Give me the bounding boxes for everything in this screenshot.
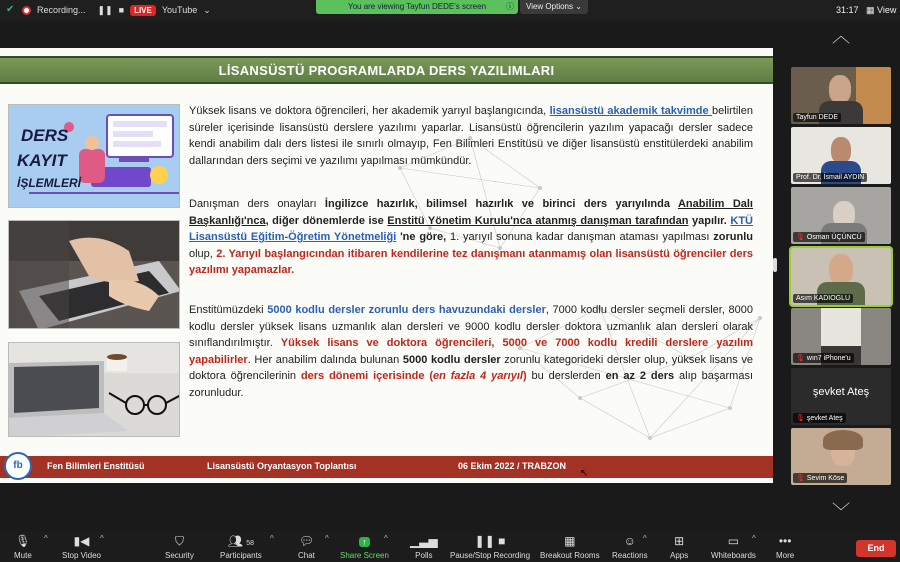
view-label: View [877, 5, 897, 15]
participants-label: Participants [220, 551, 262, 560]
share-options-chevron-icon[interactable]: ^ [384, 534, 388, 543]
share-screen-icon: ↑ [340, 534, 389, 548]
recording-icon [22, 6, 31, 15]
p2-red-text: 2. Yarıyıl başlangıcından itibaren kendilerine tez danışmanı atanmamış olan lisansüstü öğrenciler ders yazılımı yapamazlar. [189, 247, 753, 276]
participants-options-chevron-icon[interactable]: ^ [270, 534, 274, 543]
whiteboards-button[interactable] [711, 534, 756, 560]
breakout-rooms-label: Breakout Rooms [540, 551, 600, 560]
mic-muted-icon: 🎙 [796, 234, 805, 241]
chat-label: Chat [298, 551, 315, 560]
whiteboards-options-chevron-icon[interactable]: ^ [752, 534, 756, 543]
view-options-button[interactable]: View Options ⌄ [520, 0, 588, 14]
footer-date: 06 Ekim 2022 / TRABZON [458, 461, 567, 471]
video-camera-icon: ▮◀ [73, 534, 90, 548]
shield-icon: ⛉ [174, 534, 184, 548]
slide-title: LİSANSÜSTÜ PROGRAMLARDA DERS YAZILIMLARI [0, 56, 773, 84]
chevron-down-icon[interactable]: ⌄ [203, 4, 211, 15]
p2-underline-1: Anabilim Dalı Başkanlığı'nca [189, 198, 753, 227]
share-screen-label: Share Screen [340, 551, 389, 560]
more-label: More [776, 551, 795, 560]
image-text-ders: DERS [21, 126, 69, 145]
split-handle[interactable] [773, 258, 777, 272]
pause-stop-icon: ❚❚ ■ [474, 534, 506, 548]
participant-tile-sevket[interactable] [791, 368, 891, 425]
regulation-link[interactable]: KTÜ Lisansüstü Eğitim-Öğretim Yönetmeliği [189, 214, 753, 243]
mouse-cursor-icon: ↖ [580, 468, 589, 479]
participant-tile-osman[interactable] [791, 187, 891, 244]
chat-button[interactable] [298, 534, 315, 560]
participant-name: Prof. Dr. İsmail AYDIN [796, 174, 865, 181]
p3-red-text-2: ders dönemi içerisinde ( [300, 370, 434, 382]
participant-tile-sevim[interactable] [791, 428, 891, 485]
p2-underline-2: Enstitü Yönetim Kurulu'nca atanmış danışman tarafından [387, 214, 689, 227]
meeting-toolbar [0, 532, 900, 562]
laptop-typing-image [8, 220, 180, 329]
microphone-icon: 🎙︎ [15, 534, 31, 548]
reactions-icon: ☺ [623, 534, 636, 548]
p2-text-d: olup, [189, 247, 217, 260]
desk-photo [9, 343, 180, 437]
info-icon[interactable]: ⓘ [506, 2, 514, 11]
view-button[interactable]: ▦ View [866, 5, 897, 15]
participants-icon: 👥︎ 58 [227, 534, 255, 548]
share-screen-button[interactable] [340, 534, 389, 560]
shield-icon[interactable]: ✔ [6, 4, 15, 15]
participants-button[interactable] [220, 534, 262, 560]
p2-text-a: Danışman ders onayları [189, 198, 325, 210]
polls-button[interactable] [410, 534, 438, 560]
image-text-kayit: KAYIT [17, 151, 67, 170]
youtube-label[interactable]: YouTube [161, 5, 198, 15]
stop-icon[interactable]: ■ [118, 5, 125, 15]
stop-video-button[interactable] [62, 534, 101, 560]
footer-meeting: Lisansüstü Oryantasyon Toplantısı [207, 461, 357, 471]
whiteboard-icon: ▭ [727, 534, 740, 548]
p3-red-text-3: ) [522, 370, 527, 382]
p3-text-e: bu derslerden [526, 370, 606, 382]
p1-text-b: belirtilen süreler içerisinde lisansüstü derslere yazılımı yaparlar. Lisansüstü öğrencilerin yazılım yapacağı dersler sadece kendi anabilim dalı ders listesi ile sınırlı olmayıp, Fen Bilimleri Enstitüsü ve diğer lisansüstü enstitülerdeki anabilim dallarından ders seçimi ve yazılımı yapılması mümkündür. [189, 105, 753, 167]
slide-footer [0, 456, 773, 478]
top-bar [0, 0, 900, 20]
mic-muted-icon: 🎙 [796, 415, 805, 422]
live-badge[interactable]: LIVE [130, 5, 156, 16]
footer-institute: Fen Bilimleri Enstitüsü [47, 461, 145, 471]
participant-name: Tayfun DEDE [796, 114, 839, 121]
p1-text-a: Yüksek lisans ve doktora öğrencileri, her akademik yarıyıl başlangıcında, [189, 105, 550, 117]
laptop-typing-photo [9, 221, 180, 329]
participant-name: Osman ÜÇÜNCÜ [806, 233, 862, 241]
laptop-desk-image [8, 342, 180, 437]
end-meeting-button[interactable]: End [856, 540, 896, 557]
security-button[interactable] [165, 534, 194, 560]
paragraph-2 [189, 196, 753, 279]
p3-red-italic: en fazla 4 yarıyıl [433, 370, 523, 382]
breakout-rooms-icon: ▦ [564, 534, 576, 548]
p2-bold-2: , diğer dönemlerde ise [265, 214, 388, 227]
participants-count: 58 [246, 540, 255, 547]
p3-bold-1: 5000 kodlu dersler [402, 353, 501, 366]
p3-text-c: . Her anabilim dalında bulunan [247, 353, 403, 366]
paragraph-1 [189, 103, 753, 169]
participant-tile-asim-active-speaker[interactable] [791, 248, 891, 305]
security-label: Security [165, 551, 194, 560]
institute-logo: fb [4, 452, 32, 480]
p2-bold-4: 'ne göre, [396, 231, 447, 243]
participant-tile-ismail[interactable] [791, 127, 891, 184]
p2-bold-5: zorunlu [713, 231, 753, 243]
p3-text-d: zorunlu kategorideki dersler olup, yüksek lisans ve doktora öğrencilerinin [189, 353, 753, 382]
reactions-options-chevron-icon[interactable]: ^ [643, 534, 647, 543]
p3-text-b: , 7000 kodlu dersler seçmeli dersler, 8000 kodlu dersler yüksek lisans uzmanlık alan dersleri ve 9000 kodlu dersler doktora uzmanlık alan dersleri olarak sınıflandırılmıştır. [189, 304, 753, 349]
pause-icon[interactable]: ❚❚ [97, 4, 113, 15]
mute-label: Mute [14, 551, 32, 560]
viewing-banner-text: You are viewing Tayfun DEDE's screen [347, 2, 487, 11]
whiteboards-label: Whiteboards [711, 551, 756, 560]
p3-blue-text: 5000 kodlu dersler zorunlu ders havuzundaki dersler [267, 304, 546, 316]
pause-stop-recording-button[interactable] [450, 534, 530, 560]
apps-icon: ⊞ [674, 534, 685, 548]
chat-options-chevron-icon[interactable]: ^ [325, 534, 329, 543]
stop-video-label: Stop Video [62, 551, 101, 560]
apps-label: Apps [670, 551, 689, 560]
polls-icon: ▁▃▅ [410, 534, 438, 548]
mute-options-chevron-icon[interactable]: ^ [44, 534, 48, 543]
participant-tile-tayfun[interactable] [791, 67, 891, 124]
ders-kayit-image [8, 104, 180, 208]
participant-tile-iphone[interactable] [791, 308, 891, 365]
academic-calendar-link[interactable]: lisansüstü akademik takvimde [549, 105, 713, 117]
p3-bold-2: en az 2 ders [605, 370, 675, 382]
gallery-down-chevron-icon[interactable]: ﹀ [832, 502, 850, 522]
shared-screen[interactable] [0, 48, 773, 483]
p3-red-text-1: Yüksek lisans ve doktora öğrencileri, 5000 ve 7000 kodlu kredili derslere yazılım yapabilirler [189, 337, 753, 366]
video-options-chevron-icon[interactable]: ^ [100, 534, 104, 543]
participant-name: şevket Ateş [806, 414, 843, 422]
chat-icon: 💬︎ [298, 534, 315, 548]
breakout-rooms-button[interactable] [540, 534, 600, 560]
image-text-islemleri: İŞLEMLERİ [17, 176, 82, 190]
participant-name: Asım KADIOGLU [796, 295, 851, 302]
polls-label: Polls [415, 551, 433, 560]
reactions-label: Reactions [612, 551, 648, 560]
apps-button[interactable] [670, 534, 688, 560]
mic-muted-icon: 🎙 [796, 355, 805, 362]
p2-bold-1: İngilizce hazırlık, bilimsel hazırlık ve birinci ders yarıyılında [324, 198, 678, 210]
pause-recording-label: Pause/Stop Recording [450, 551, 531, 560]
meeting-timer: 31:17 [836, 5, 859, 15]
mic-muted-icon: 🎙 [796, 475, 805, 482]
p3-text-f: alıp başarması zorunludur. [189, 370, 754, 399]
participant-display-name: şevket Ateş [812, 386, 870, 398]
p2-bold-3: yapılır. [688, 214, 731, 227]
mute-button[interactable] [14, 534, 32, 560]
viewing-banner [316, 0, 518, 14]
p3-text-a: Enstitümüzdeki [189, 304, 268, 316]
view-options-label: View Options [526, 2, 573, 11]
participant-name: wın7 iPhone'u [806, 354, 851, 362]
recording-label: Recording... [37, 5, 86, 15]
p2-text-c: 1. yarıyıl sonuna kadar danışman ataması yapılması [446, 231, 714, 243]
gallery-up-chevron-icon[interactable]: ︿ [832, 26, 850, 46]
more-dots-icon: ••• [778, 534, 792, 548]
more-button[interactable] [776, 534, 794, 560]
paragraph-3 [189, 302, 753, 401]
participant-name: Sevim Köse [806, 474, 845, 482]
